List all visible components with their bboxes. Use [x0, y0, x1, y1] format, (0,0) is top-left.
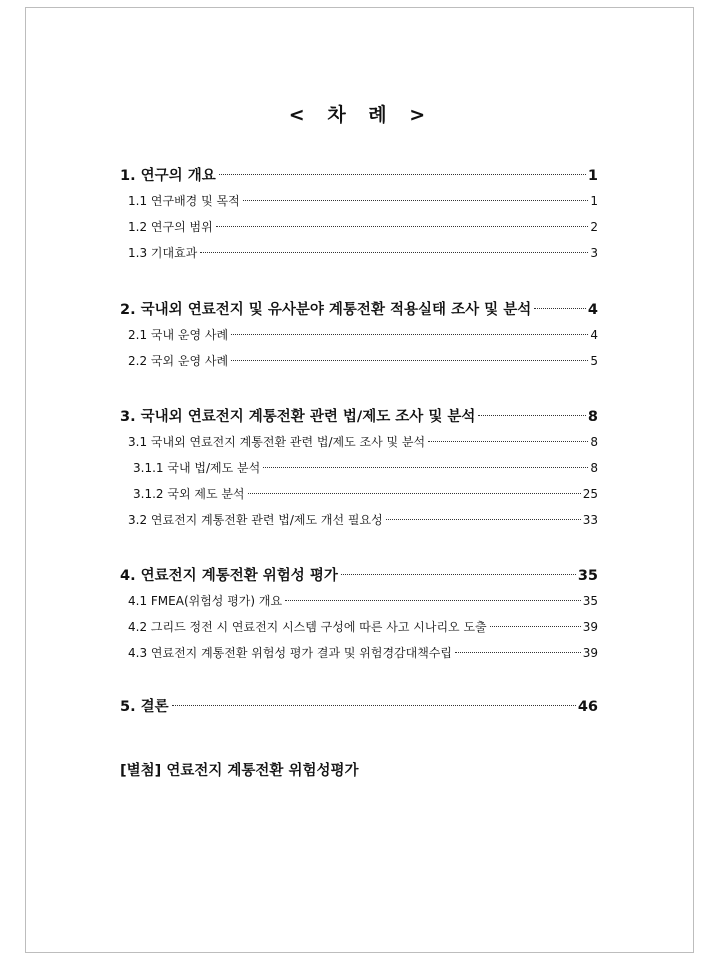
appendix-entry[interactable]: [별첨] 연료전지 계통전환 위험성평가	[120, 763, 359, 779]
toc-entry-page: 4	[587, 302, 598, 318]
toc-entry-2-1[interactable]	[128, 326, 598, 343]
toc-entry-label: 1. 연구의 개요	[120, 168, 216, 184]
dot-leader	[428, 441, 588, 442]
toc-entry-page: 33	[582, 513, 598, 527]
toc-entry-1-2[interactable]	[128, 218, 598, 235]
toc-entry-1-1[interactable]	[128, 192, 598, 209]
toc-entry-section-1[interactable]	[120, 164, 598, 185]
dot-leader	[341, 574, 576, 575]
toc-entry-3-1-1[interactable]	[133, 459, 598, 476]
toc-entry-label: 4.1 FMEA(위험성 평가) 개요	[128, 594, 283, 608]
toc-entry-label: 2. 국내외 연료전지 및 유사분야 계통전환 적용실태 조사 및 분석	[120, 302, 532, 318]
dot-leader	[478, 415, 585, 416]
dot-leader	[263, 467, 588, 468]
toc-entry-page: 2	[590, 220, 598, 234]
toc-entry-page: 35	[582, 594, 598, 608]
toc-entry-page: 4	[590, 328, 598, 342]
dot-leader	[248, 493, 581, 494]
toc-entry-page: 39	[582, 620, 598, 634]
toc-entry-4-3[interactable]	[128, 644, 598, 661]
toc-entry-label: 1.2 연구의 범위	[128, 220, 213, 234]
toc-entry-label: 3.1.1 국내 법/제도 분석	[133, 461, 261, 475]
toc-entry-page: 39	[582, 646, 598, 660]
dot-leader	[200, 252, 588, 253]
toc-entry-page: 8	[587, 409, 598, 425]
dot-leader	[172, 705, 576, 706]
dot-leader	[455, 652, 581, 653]
toc-entry-label: 3.2 연료전지 계통전환 관련 법/제도 개선 필요성	[128, 513, 383, 527]
toc-entry-page: 1	[587, 168, 598, 184]
toc-entry-page: 1	[590, 194, 598, 208]
toc-entry-label: 3.1.2 국외 제도 분석	[133, 487, 245, 501]
toc-entry-1-3[interactable]	[128, 244, 598, 261]
toc-entry-label: 5. 결론	[120, 699, 169, 715]
dot-leader	[231, 334, 588, 335]
toc-entry-3-1-2[interactable]	[133, 485, 598, 502]
toc-entry-4-1[interactable]	[128, 592, 598, 609]
dot-leader	[231, 360, 588, 361]
toc-entry-label: 4.2 그리드 정전 시 연료전지 시스템 구성에 따른 사고 시나리오 도출	[128, 620, 487, 634]
dot-leader	[243, 200, 589, 201]
toc-entry-page: 8	[590, 461, 598, 475]
toc-entry-page: 8	[590, 435, 598, 449]
toc-entry-page: 3	[590, 246, 598, 260]
toc-entry-label: 2.1 국내 운영 사례	[128, 328, 229, 342]
toc-entry-page: 46	[577, 699, 598, 715]
dot-leader	[534, 308, 586, 309]
toc-entry-label: 1.3 기대효과	[128, 246, 198, 260]
toc-entry-label: 4.3 연료전지 계통전환 위험성 평가 결과 및 위험경감대책수립	[128, 646, 452, 660]
toc-entry-section-4[interactable]	[120, 564, 598, 585]
toc-entry-page: 25	[582, 487, 598, 501]
toc-entry-page: 35	[577, 568, 598, 584]
dot-leader	[386, 519, 581, 520]
toc-entry-2-2[interactable]	[128, 352, 598, 369]
toc-entry-label: 4. 연료전지 계통전환 위험성 평가	[120, 568, 338, 584]
toc-title: < 차 례 >	[288, 104, 432, 126]
toc-entry-section-5[interactable]	[120, 695, 598, 716]
toc-entry-label: 1.1 연구배경 및 목적	[128, 194, 240, 208]
dot-leader	[219, 174, 586, 175]
toc-entry-section-3[interactable]	[120, 405, 598, 426]
toc-entry-3-2[interactable]	[128, 511, 598, 528]
toc-entry-section-2[interactable]	[120, 298, 598, 319]
toc-entry-3-1[interactable]	[128, 433, 598, 450]
toc-entry-page: 5	[590, 354, 598, 368]
dot-leader	[285, 600, 581, 601]
toc-entry-label: 3. 국내외 연료전지 계통전환 관련 법/제도 조사 및 분석	[120, 409, 476, 425]
toc-entry-label: 3.1 국내외 연료전지 계통전환 관련 법/제도 조사 및 분석	[128, 435, 426, 449]
document-page	[25, 7, 694, 953]
toc-entry-label: 2.2 국외 운영 사례	[128, 354, 229, 368]
dot-leader	[216, 226, 589, 227]
dot-leader	[490, 626, 581, 627]
toc-entry-4-2[interactable]	[128, 618, 598, 635]
